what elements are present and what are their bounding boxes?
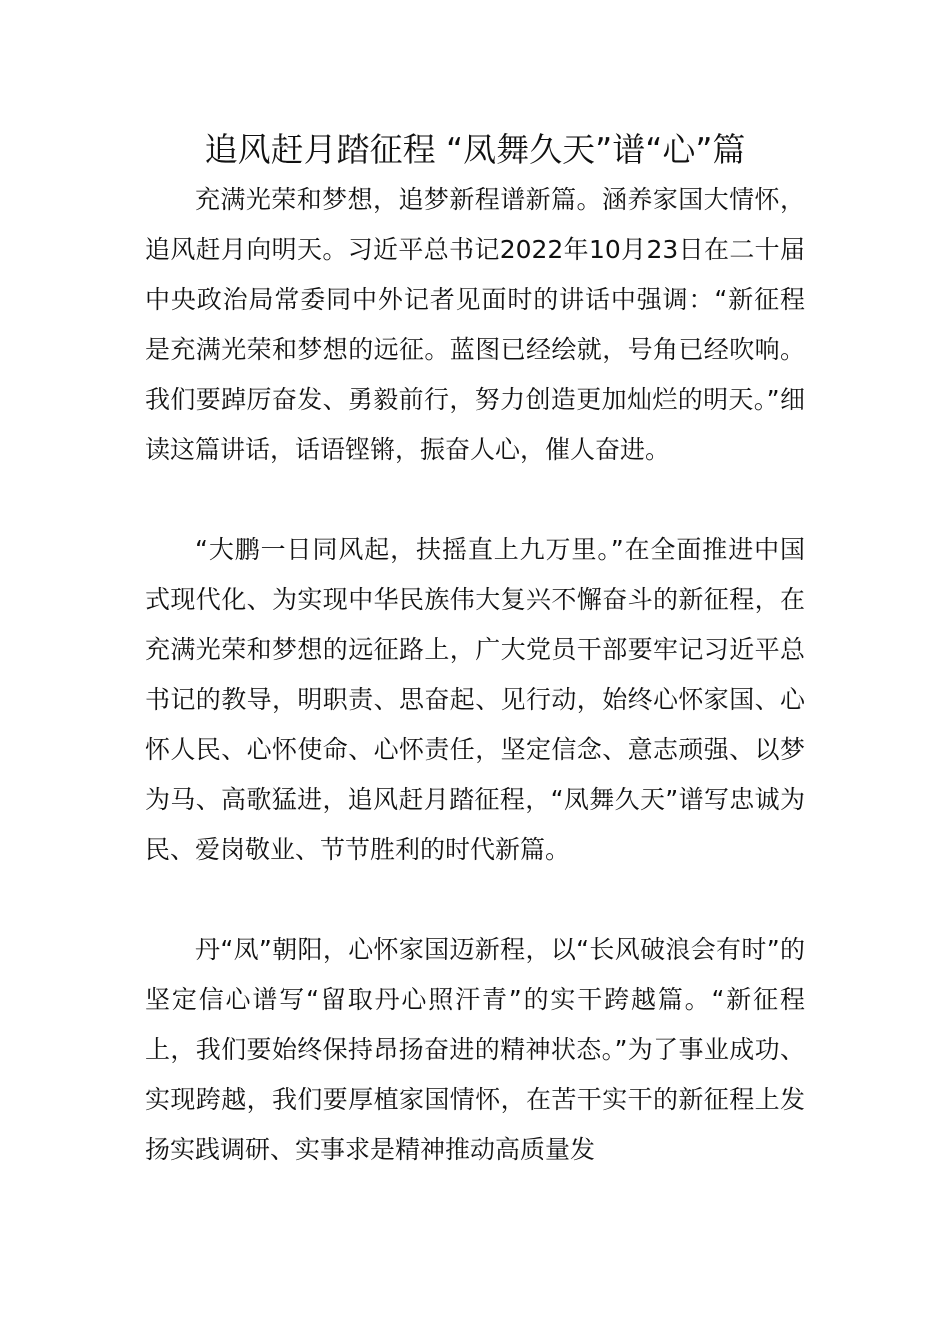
paragraph-2: “大鹏一日同风起，扶摇直上九万里。”在全面推进中国式现代化、为实现中华民族伟大复兴不懈奋斗的新征程，在充满光荣和梦想的远征路上，广大党员干部要牢记习近平总书记的教导，明职责、思奋起、见行动，始终心怀家国、心怀人民、心怀使命、心怀责任，坚定信念、意志顽强、以梦为马、高歌猛进，追风赶月踏征程，“凤舞久天”谱写忠诚为民、爱岗敬业、节节胜利的时代新篇。 xyxy=(145,535,805,864)
document-title: 追风赶月踏征程 “凤舞久天”谱“心”篇 xyxy=(204,130,746,169)
document-body xyxy=(145,175,805,1175)
paragraph-3: 丹“凤”朝阳，心怀家国迈新程，以“长风破浪会有时”的坚定信心谱写“留取丹心照汗青”的实干跨越篇。“新征程上，我们要始终保持昂扬奋进的精神状态。”为了事业成功、实现跨越，我们要厚植家国情怀，在苦干实干的新征程上发扬实践调研、实事求是精神推动高质量发 xyxy=(145,935,805,1164)
paragraph-1: 充满光荣和梦想，追梦新程谱新篇。涵养家国大情怀，追风赶月向明天。习近平总书记2022年10月23日在二十届中央政治局常委同中外记者见面时的讲话中强调：“新征程是充满光荣和梦想的远征。蓝图已经绘就，号角已经吹响。我们要踔厉奋发、勇毅前行，努力创造更加灿烂的明天。”细读这篇讲话，话语铿锵，振奋人心，催人奋进。 xyxy=(145,185,805,464)
